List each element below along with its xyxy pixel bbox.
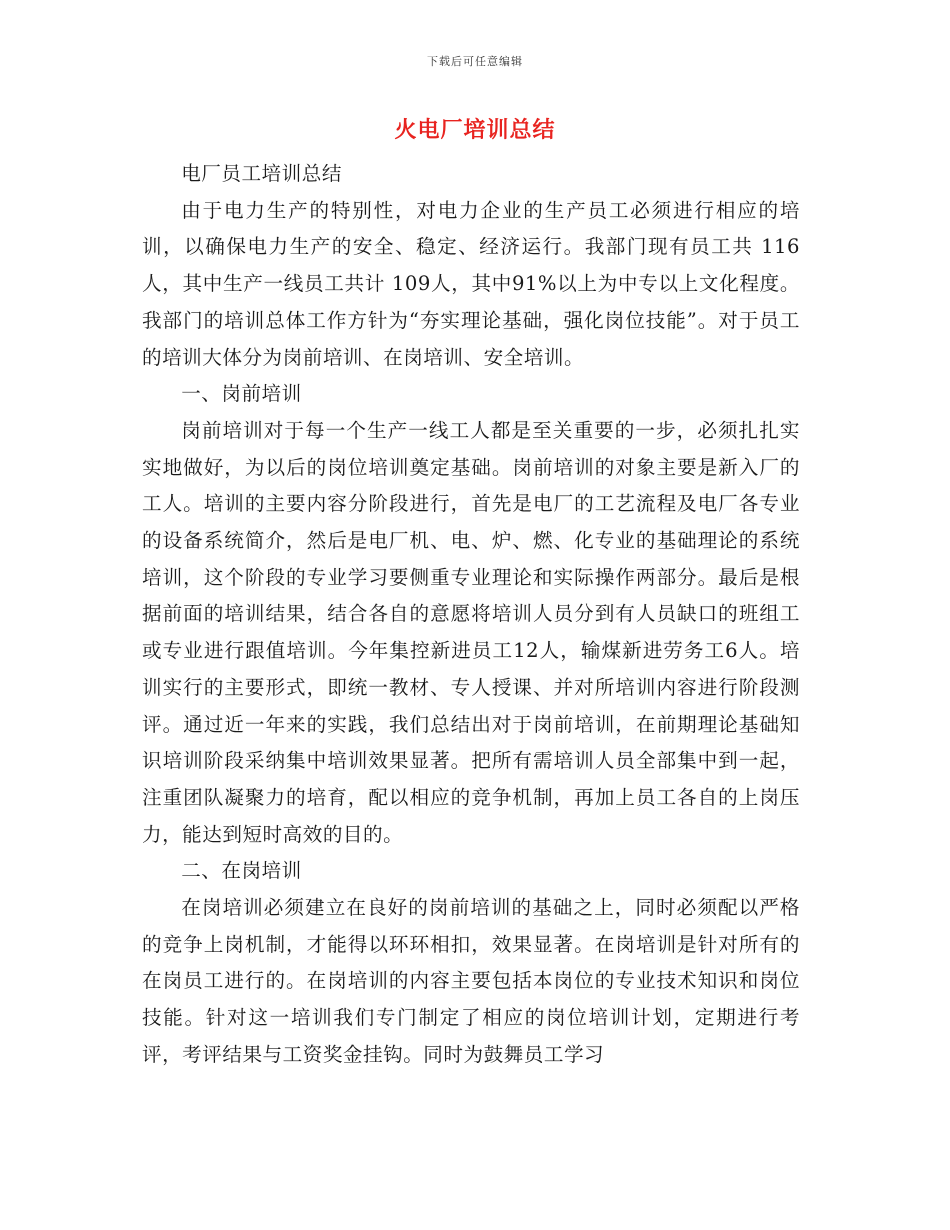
paragraph-intro: 由于电力生产的特别性，对电力企业的生产员工必须进行相应的培训，以确保电力生产的安全、稳定、经济运行。我部门现有员工共 116 人，其中生产一线员工共计 109人，其中91%以上为中专以上文化程度。我部门的培训总体工作方针为“夯实理论基础，强化岗位技能”。对于员工的培训大体分为岗前培训、在岗培训、安全培训。 (142, 198, 800, 369)
document-title: 火电厂培训总结 (394, 117, 556, 143)
header-note: 下载后可任意编辑 (427, 55, 523, 68)
paragraph-on-job-training: 在岗培训必须建立在良好的岗前培训的基础之上，同时必须配以严格的竞争上岗机制，才能得以环环相扣，效果显著。在岗培训是针对所有的在岗员工进行的。在岗培训的内容主要包括本岗位的专业技术知识和岗位技能。针对这一培训我们专门制定了相应的岗位培训计划，定期进行考评，考评结果与工资奖金挂钩。同时为鼓舞员工学习 (142, 896, 800, 1066)
document-body (142, 156, 800, 1074)
section-heading-1: 一、岗前培训 (181, 382, 302, 406)
paragraph-subtitle: 电厂员工培训总结 (181, 162, 342, 185)
paragraph-pre-job-training: 岗前培训对于每一个生产一线工人都是至关重要的一步，必须扎扎实实地做好，为以后的岗位培训奠定基础。岗前培训的对象主要是新入厂的工人。培训的主要内容分阶段进行，首先是电厂的工艺流程及电厂各专业的设备系统简介，然后是电厂机、电、炉、燃、化专业的基础理论的系统培训，这个阶段的专业学习要侧重专业理论和实际操作两部分。最后是根据前面的培训结果，结合各自的意愿将培训人员分到有人员缺口的班组工或专业进行跟值培训。今年集控新进员工12人，输煤新进劳务工6人。培训实行的主要形式，即统一教材、专人授课、并对所培训内容进行阶段测评。通过近一年来的实践，我们总结出对于岗前培训，在前期理论基础知识培训阶段采纳集中培训效果显著。把所有需培训人员全部集中到一起，注重团队凝聚力的培育，配以相应的竞争机制，再加上员工各自的上岗压力，能达到短时高效的目的。 (142, 418, 800, 846)
section-heading-2: 二、在岗培训 (181, 859, 302, 883)
